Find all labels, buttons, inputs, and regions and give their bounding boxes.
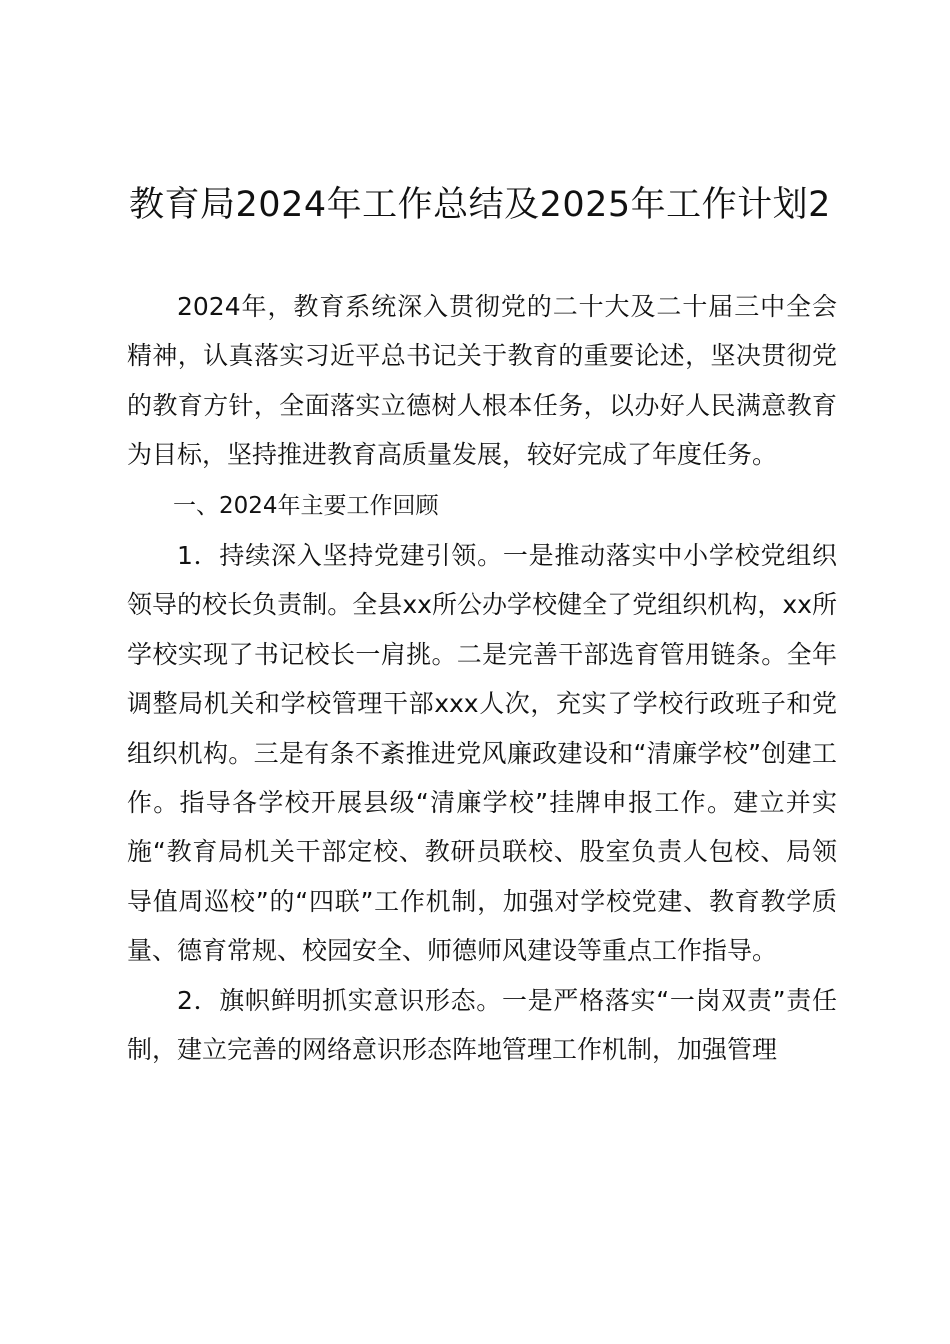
paragraph-party-building: 1．持续深入坚持党建引领。一是推动落实中小学校党组织领导的校长负责制。全县xx所公办学校健全了党组织机构，xx所学校实现了书记校长一肩挑。二是完善干部选育管用链条。全年调整局机关和学校管理干部xxx人次，充实了学校行政班子和党组织机构。三是有条不紊推进党风廉政建设和“清廉学校”创建工作。指导各学校开展县级“清廉学校”挂牌申报工作。建立并实施“教育局机关干部定校、教研员联校、股室负责人包校、局领导值周巡校”的“四联”工作机制，加强对学校党建、教育教学质量、德育常规、校园安全、师德师风建设等重点工作指导。 [127, 541, 837, 966]
section-heading: 一、2024年主要工作回顾 [173, 492, 439, 519]
intro-paragraph: 2024年，教育系统深入贯彻党的二十大及二十届三中全会精神，认真落实习近平总书记关于教育的重要论述，坚决贯彻党的教育方针，全面落实立德树人根本任务，以办好人民满意教育为目标，坚持推进教育高质量发展，较好完成了年度任务。 [127, 292, 837, 470]
paragraph-ideology: 2．旗帜鲜明抓实意识形态。一是严格落实“一岗双责”责任制，建立完善的网络意识形态阵地管理工作机制，加强管理 [127, 985, 837, 1065]
document-body [127, 282, 837, 1075]
document-title: 教育局2024年工作总结及2025年工作计划2 [129, 185, 831, 225]
